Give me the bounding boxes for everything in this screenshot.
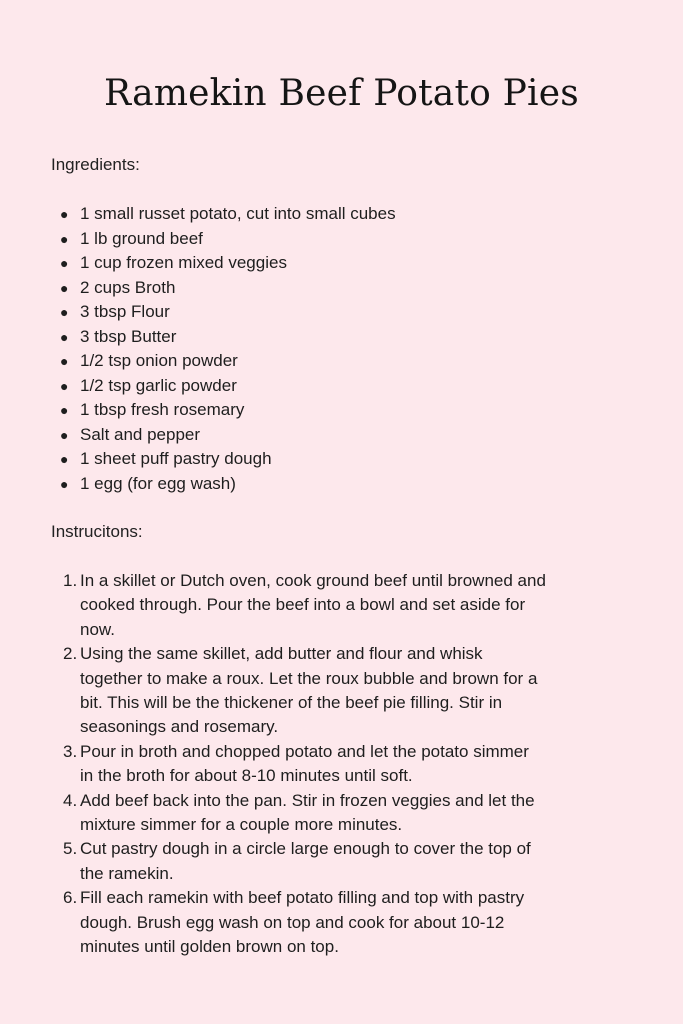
bullet-icon: ●	[60, 426, 69, 443]
ingredient-text: Salt and pepper	[80, 424, 201, 444]
ingredients-list	[60, 202, 396, 496]
bullet-icon: ●	[60, 475, 69, 492]
bullet-icon: ●	[60, 255, 69, 271]
step-number: 2.	[63, 644, 78, 664]
ingredient-item	[60, 276, 396, 301]
step-line: in the broth for about 8-10 minutes until soft.	[80, 766, 413, 786]
step-number: 6.	[63, 888, 78, 908]
ingredient-item	[60, 398, 396, 423]
step-line: seasonings and rosemary.	[80, 717, 279, 737]
step-line: Fill each ramekin with beef potato filling and top with pastry	[80, 888, 525, 908]
ingredient-text: 1 egg (for egg wash)	[80, 473, 236, 493]
instruction-step	[63, 569, 638, 642]
step-line: now.	[80, 619, 115, 639]
ingredient-item	[60, 349, 396, 374]
instruction-step	[63, 886, 638, 959]
bullet-icon: ●	[60, 377, 69, 394]
step-text	[80, 837, 638, 886]
bullet-icon: ●	[60, 328, 69, 345]
step-line: Add beef back into the pan. Stir in frozen veggies and let the	[80, 790, 535, 810]
ingredient-item	[60, 300, 396, 325]
step-text	[80, 886, 638, 959]
instruction-step	[63, 789, 638, 838]
ingredients-heading: Ingredients:	[51, 155, 140, 174]
step-text	[80, 642, 638, 740]
step-text	[80, 789, 638, 838]
step-line: bit. This will be the thickener of the beef pie filling. Stir in	[80, 693, 503, 713]
bullet-icon: ●	[60, 402, 69, 418]
step-line: In a skillet or Dutch oven, cook ground beef until browned and	[80, 571, 546, 590]
ingredient-item	[60, 447, 396, 472]
instruction-step	[63, 642, 638, 740]
ingredient-text: 1 lb ground beef	[80, 228, 203, 248]
step-line: together to make a roux. Let the roux bubble and brown for a	[80, 668, 538, 688]
step-number: 4.	[63, 790, 78, 810]
bullet-icon: ●	[60, 230, 69, 247]
step-number: 1.	[63, 571, 78, 590]
step-line: the ramekin.	[80, 863, 174, 883]
step-line: cooked through. Pour the beef into a bowl and set aside for	[80, 595, 526, 615]
ingredient-item	[60, 423, 396, 448]
step-line: Pour in broth and chopped potato and let the potato simmer	[80, 741, 529, 761]
ingredient-text: 2 cups Broth	[80, 277, 176, 297]
ingredient-item	[60, 251, 396, 276]
step-line: Cut pastry dough in a circle large enough to cover the top of	[80, 839, 531, 859]
recipe-title: Ramekin Beef Potato Pies	[104, 73, 579, 114]
ingredient-item	[60, 374, 396, 399]
bullet-icon: ●	[60, 206, 69, 222]
instructions-heading: Instrucitons:	[51, 522, 143, 541]
ingredient-text: 3 tbsp Flour	[80, 302, 170, 321]
instructions-list	[63, 569, 638, 960]
bullet-icon: ●	[60, 304, 69, 320]
ingredient-text: 1/2 tsp onion powder	[80, 351, 238, 370]
bullet-icon: ●	[60, 279, 69, 296]
step-number: 5.	[63, 839, 78, 859]
step-line: minutes until golden brown on top.	[80, 937, 339, 957]
ingredient-item	[60, 202, 396, 227]
ingredient-item	[60, 325, 396, 350]
ingredient-item	[60, 472, 396, 497]
ingredient-item	[60, 227, 396, 252]
ingredient-text: 1 cup frozen mixed veggies	[80, 253, 287, 272]
ingredient-text: 1 sheet puff pastry dough	[80, 449, 272, 468]
instruction-step	[63, 740, 638, 789]
ingredient-text: 1 small russet potato, cut into small cubes	[80, 204, 396, 223]
step-number: 3.	[63, 741, 78, 761]
ingredient-text: 1 tbsp fresh rosemary	[80, 400, 245, 419]
step-text	[80, 740, 638, 789]
step-line: Using the same skillet, add butter and flour and whisk	[80, 644, 483, 664]
bullet-icon: ●	[60, 353, 69, 369]
step-text	[80, 569, 638, 642]
step-line: mixture simmer for a couple more minutes.	[80, 815, 403, 835]
ingredient-text: 1/2 tsp garlic powder	[80, 375, 237, 395]
ingredient-text: 3 tbsp Butter	[80, 326, 177, 346]
step-line: dough. Brush egg wash on top and cook for about 10-12	[80, 912, 505, 932]
instruction-step	[63, 837, 638, 886]
bullet-icon: ●	[60, 451, 69, 467]
